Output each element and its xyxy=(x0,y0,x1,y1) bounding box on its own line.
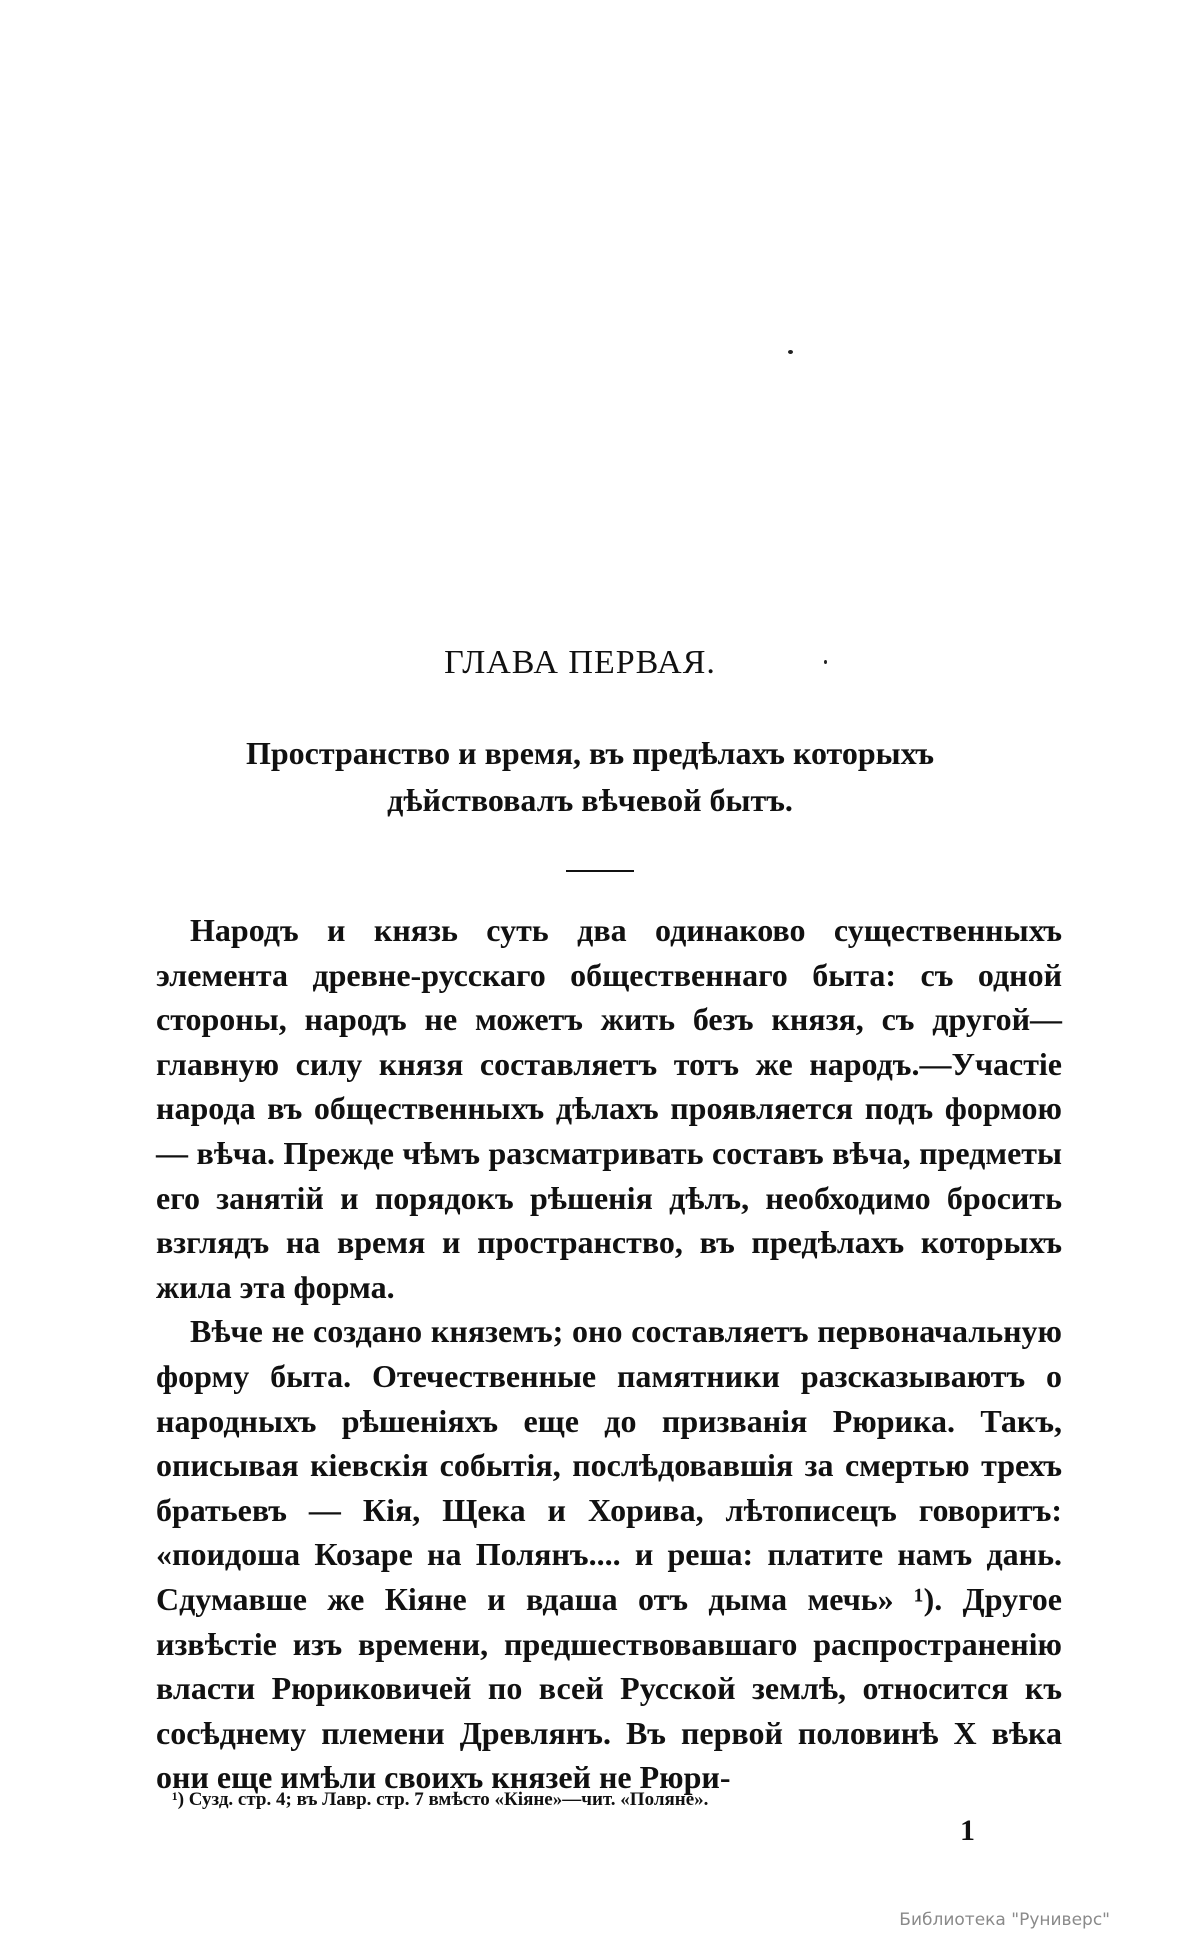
chapter-subtitle: Пространство и время, въ предѣлахъ которыхъ дѣйствовалъ вѣчевой бытъ. xyxy=(245,735,935,818)
footnote: ¹) Сузд. стр. 4; въ Лавр. стр. 7 вмѣсто «Кіяне»—чит. «Поляне». xyxy=(172,1789,709,1810)
body-text xyxy=(156,908,1062,1800)
section-divider xyxy=(566,870,634,872)
chapter-title: ГЛАВА ПЕРВАЯ. xyxy=(444,644,716,681)
library-watermark: Библиотека "Руниверс" xyxy=(899,1910,1110,1930)
paragraph: Народъ и князь суть два одинаково существенныхъ элемента древне-русскаго общественнаго быта: съ одной стороны, народъ не можетъ жить безъ князя, съ другой—главную силу князя составляетъ тотъ же народъ.—Участіе народа въ общественныхъ дѣлахъ проявляется подъ формою — вѣча. Прежде чѣмъ разсматривать составъ вѣча, предметы его занятій и порядокъ рѣшенія дѣлъ, необходимо бросить взглядъ на время и пространство, въ предѣлахъ которыхъ жила эта форма. xyxy=(156,912,1062,1305)
paragraph: Вѣче не создано княземъ; оно составляетъ первоначальную форму быта. Отечественные памятники разсказываютъ о народныхъ рѣшеніяхъ еще до призванія Рюрика. Такъ, описывая кіевскія событія, послѣдовавшія за смертью трехъ братьевъ — Кія, Щека и Хорива, лѣтописецъ говоритъ: «поидоша Козаре на Полянъ.... и реша: платите намъ дань. Сдумавше же Кіяне и вдаша отъ дыма мечь» ¹). Другое извѣстіе изъ времени, предшествовавшаго распространенію власти Рюриковичей по всей Русской землѣ, относится къ сосѣднему племени Древлянъ. Въ первой половинѣ X вѣка они еще имѣли своихъ князей не Рюри- xyxy=(156,1313,1062,1796)
page-number: 1 xyxy=(960,1814,975,1847)
print-speck xyxy=(788,350,793,354)
